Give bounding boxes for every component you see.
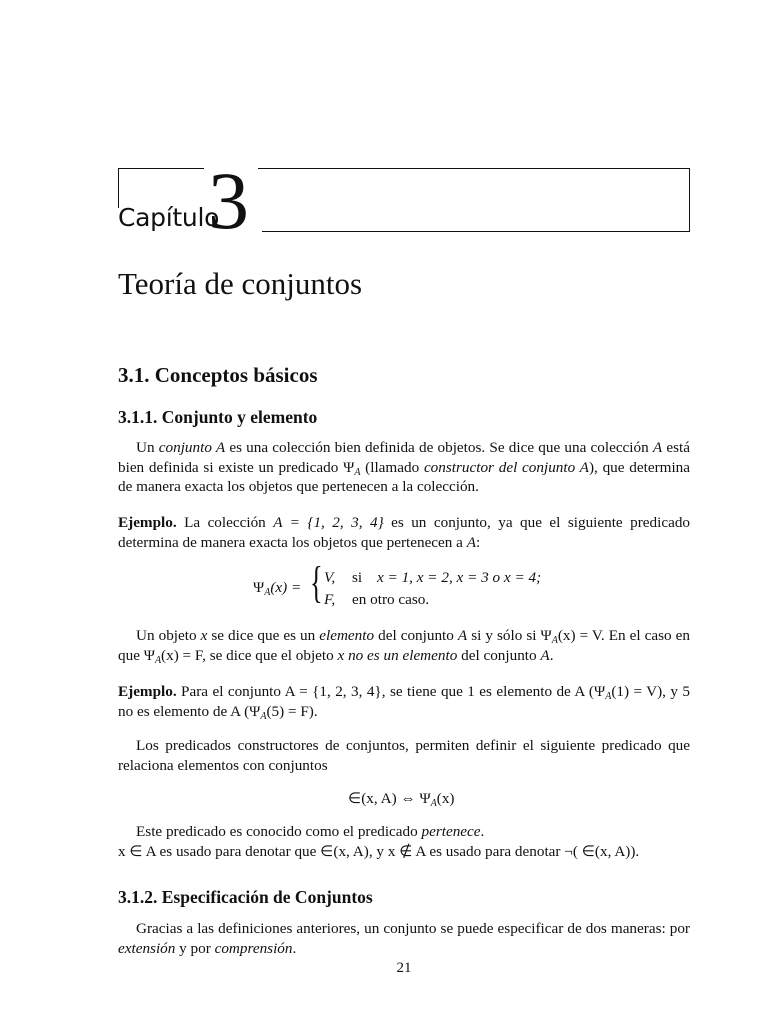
paragraph: x ∈ A es usado para denotar que ∈(x, A), y x ∉ A es usado para denotar ¬( ∈(x, A)). <box>118 843 640 860</box>
chapter-number: 3 <box>208 155 249 246</box>
formula-case-condition: si <box>352 569 363 586</box>
paragraph: Los predicados constructores de conjuntos, permiten definir el siguiente predicado que relaciona elementos con conjuntos <box>118 737 690 774</box>
formula-membership: ∈(x, A) ⇔ $\Psi_A(x)$ <box>348 790 455 809</box>
example-paragraph: Ejemplo. Para el conjunto A = {1, 2, 3, 4}, se tiene que 1 es elemento de A $(\Psi_A(1) = V)$, y 5 no es elemento de A $(\Psi_A(5) = F)$. <box>118 683 691 722</box>
formula-case-condition: en otro caso. <box>352 591 430 608</box>
chapter-label: Capítulo <box>118 203 220 232</box>
formula-case-expression: x = 1, x = 2, x = 3 o x = 4; <box>377 569 542 586</box>
paragraph: Un conjunto A es una colección bien definida de objetos. Se dice que una colección A está bien definida si existe un predicado $\Psi_A$ (llamado constructor del conjunto A), que determina de manera exacta los objetos que pertenecen a la colección. <box>118 439 690 495</box>
formula-case-value: F, <box>324 591 336 608</box>
chapter-frame-line <box>258 168 690 169</box>
page-number: 21 <box>396 960 412 976</box>
chapter-frame-line <box>118 168 204 169</box>
chapter-frame-line <box>689 168 690 232</box>
chapter-frame-line <box>262 231 690 232</box>
subsection-heading: 3.1.1. Conjunto y elemento <box>118 407 318 427</box>
paragraph: Este predicado es conocido como el predicado pertenece. <box>136 823 485 840</box>
subsection-heading: 3.1.2. Especificación de Conjuntos <box>118 887 373 907</box>
chapter-frame-line <box>118 168 119 208</box>
brace-symbol: { <box>310 558 323 607</box>
formula-case-value: V, <box>324 569 336 586</box>
formula-lhs: $\Psi_A(x)$ = <box>253 579 302 598</box>
example-paragraph: Ejemplo. La colección A = {1, 2, 3, 4} es un conjunto, ya que el siguiente predicado determina de manera exacta los objetos que pertenecen a A: <box>118 514 691 551</box>
chapter-title: Teoría de conjuntos <box>118 266 363 301</box>
paragraph: Gracias a las definiciones anteriores, un conjunto se puede especificar de dos maneras: por extensión y por comprensión. <box>118 920 690 957</box>
paragraph: Un objeto x se dice que es un elemento del conjunto A si y sólo si $\Psi_A(x) = V$. En el caso en que $\Psi_A(x) = F$, se dice que el objeto x no es un elemento del conjunto A. <box>118 627 690 666</box>
section-heading: 3.1. Conceptos básicos <box>118 363 318 387</box>
